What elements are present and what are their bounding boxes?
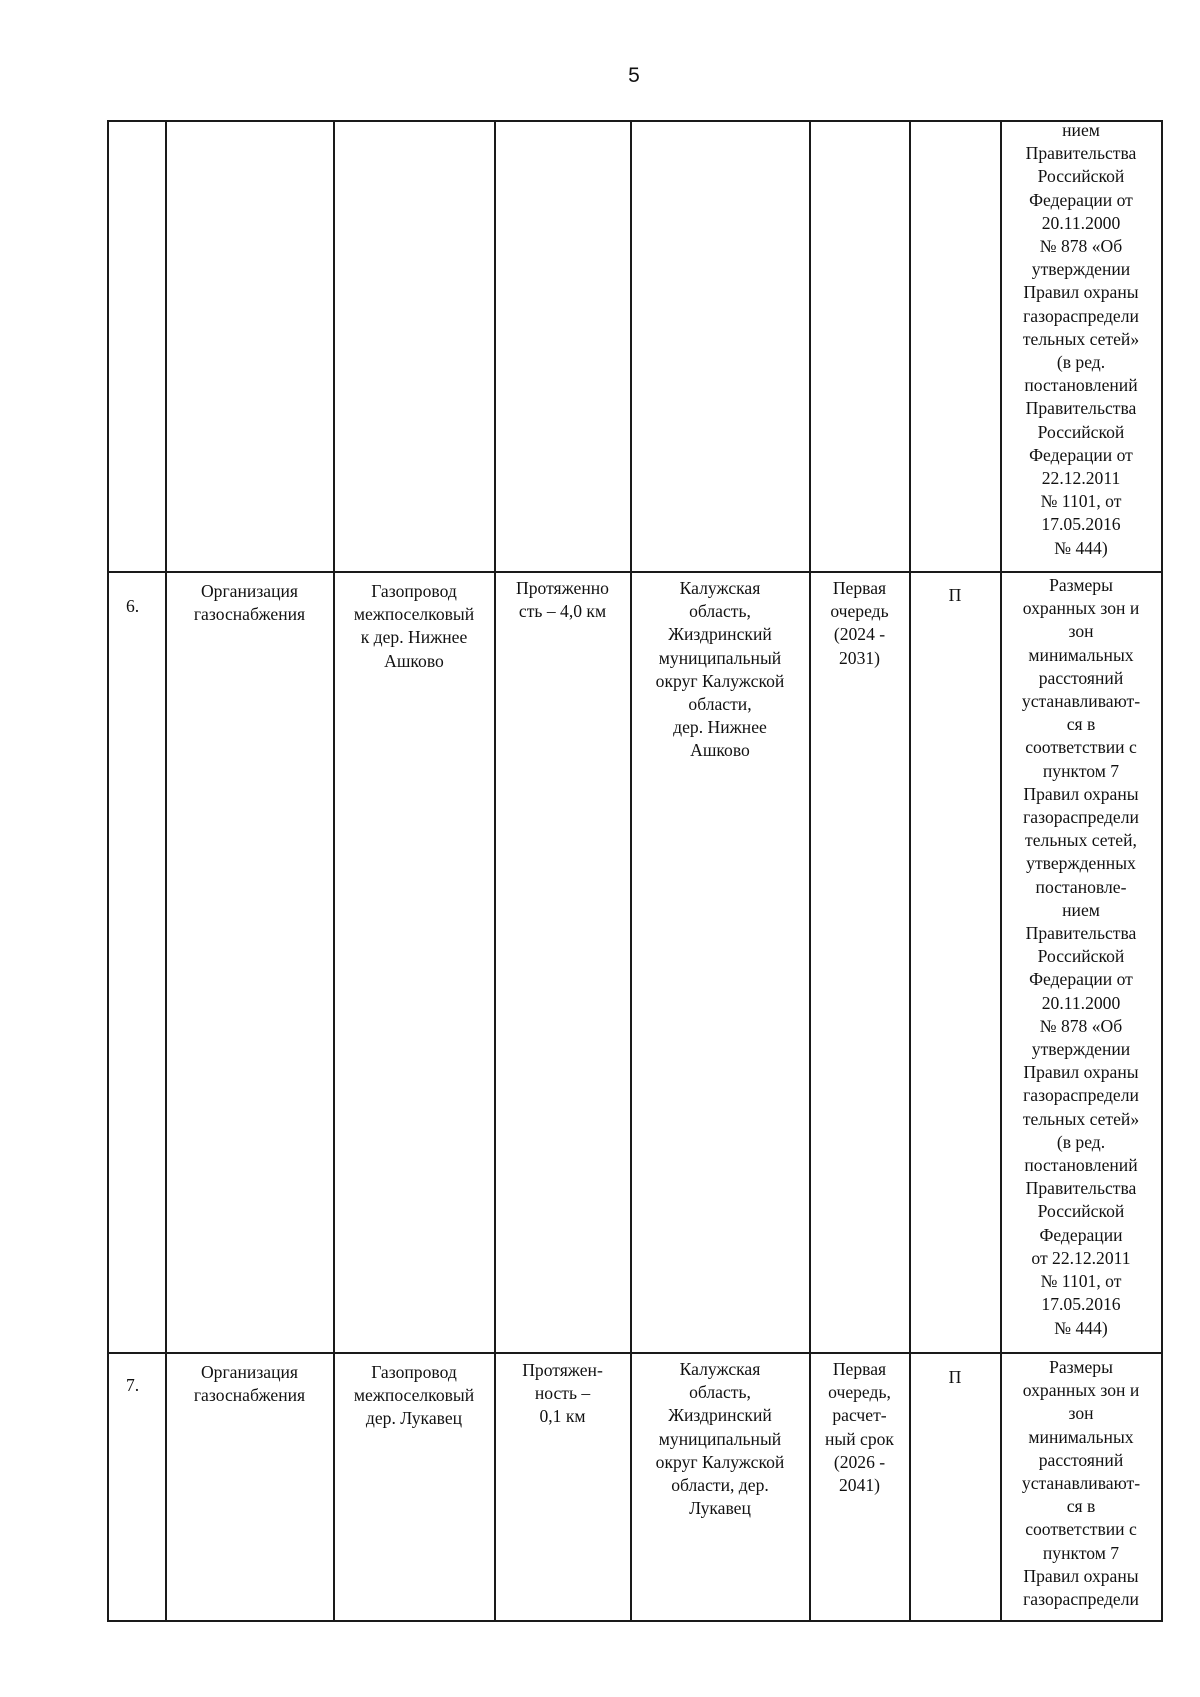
continuation-zones-cell: нием Правительства Российской Федерации от 20.11.2000 № 878 «Об утверждении Правил охраны газораспредели тельных сетей» (в ред. постановлений Правительства Российской Федерации от 22.12.2011 № 1101, от 17.05.2016 № 444) — [1022, 120, 1140, 558]
table-border-left — [107, 120, 109, 1622]
location-cell: Калужская область, Жиздринский муниципальный округ Калужской области, дер. Лукавец — [655, 1359, 785, 1519]
object-type-cell: Организация газоснабжения — [193, 581, 306, 625]
table-row-divider — [107, 1352, 1163, 1354]
table-border-right — [1161, 120, 1163, 1622]
zones-cell: Размеры охранных зон и зон минимальных расстояний устанавливают- ся в соответствии с пунктом 7 Правил охраны газораспредели тельных сетей, утвержденных постановле- нием Правительства Российской Федерации от 20.11.2000 № 878 «Об утверждении Правил охраны газораспредели тельных сетей» (в ред. постановлений Правительства Российской Федерации от 22.12.2011 № 1101, от 17.05.2016 № 444) — [1021, 575, 1141, 1338]
location-cell: Калужская область, Жиздринский муниципальный округ Калужской области, дер. Нижнее Ашково — [655, 578, 785, 761]
row-number: 6. — [126, 596, 140, 616]
characteristics-cell: Протяженно сть – 4,0 км — [516, 578, 609, 622]
status-cell: П — [948, 585, 962, 605]
table-row-divider — [107, 571, 1163, 573]
term-cell: Первая очередь (2024 - 2031) — [830, 578, 889, 668]
object-name-cell: Газопровод межпоселковый дер. Лукавец — [353, 1362, 475, 1429]
characteristics-cell: Протяжен- ность – 0,1 км — [522, 1360, 603, 1427]
object-type-cell: Организация газоснабжения — [193, 1362, 306, 1406]
status-cell: П — [948, 1367, 962, 1387]
page-number: 5 — [628, 64, 640, 87]
table-border-bottom — [107, 1620, 1163, 1622]
term-cell: Первая очередь, расчет- ный срок (2026 - 2041) — [824, 1359, 894, 1496]
row-number: 7. — [126, 1375, 140, 1395]
object-name-cell: Газопровод межпоселковый к дер. Нижнее Ашково — [353, 581, 475, 671]
column-divider — [909, 120, 911, 1622]
zones-cell: Размеры охранных зон и зон минимальных расстояний устанавливают- ся в соответствии с пунктом 7 Правил охраны газораспредели — [1021, 1357, 1141, 1610]
